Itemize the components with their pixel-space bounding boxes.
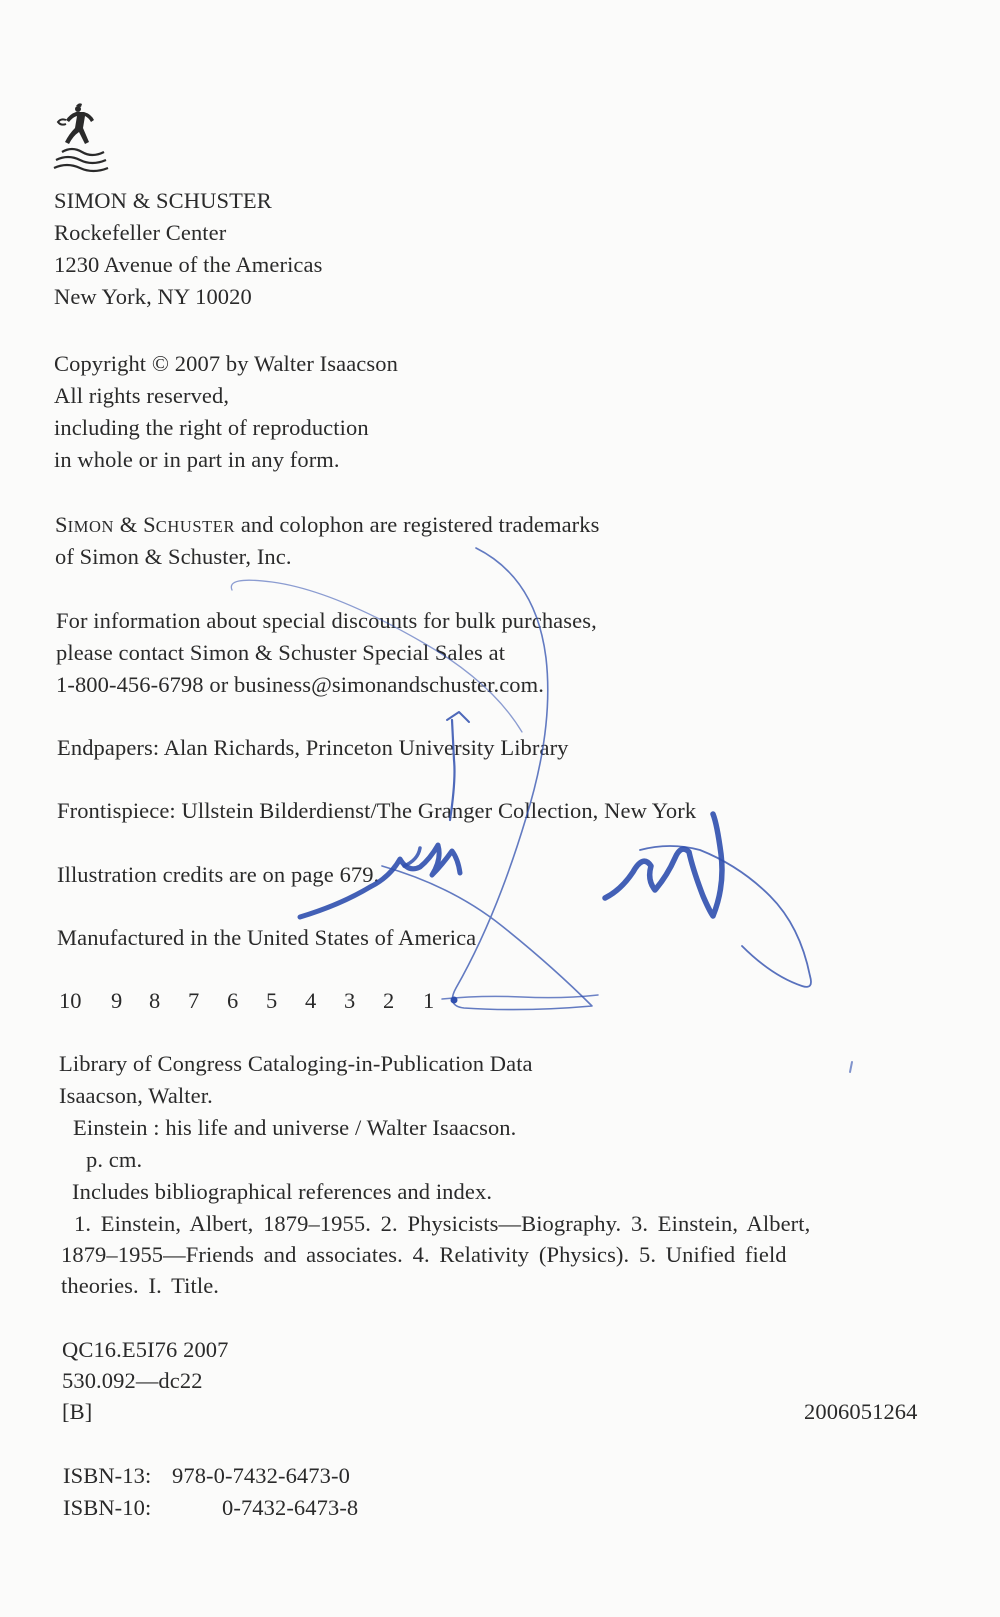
sales-line: please contact Simon & Schuster Special Sales at (56, 640, 506, 665)
address-line: New York, NY 10020 (54, 284, 252, 309)
printing-number: 1 (423, 988, 435, 1013)
cip-subjects-line: 1. Einstein, Albert, 1879–1955. 2. Physicists—Biography. 3. Einstein, Albert, (74, 1211, 811, 1236)
cip-header: Library of Congress Cataloging-in-Publication Data (59, 1051, 533, 1076)
trademark-smallcaps: S (55, 512, 68, 537)
printing-number: 10 (59, 988, 82, 1013)
printing-number: 4 (305, 988, 317, 1013)
copyright-line: in whole or in part in any form. (54, 447, 340, 472)
copyright-line: All rights reserved, (54, 383, 230, 408)
trademark-line: of Simon & Schuster, Inc. (55, 544, 292, 569)
manufactured-line: Manufactured in the United States of America (57, 925, 477, 950)
cip-title: Einstein : his life and universe / Walter Isaacson. (73, 1115, 517, 1140)
printing-number: 8 (149, 988, 161, 1013)
trademark-smallcaps: CHUSTER (155, 517, 236, 536)
isbn10-label: ISBN-10: (63, 1495, 152, 1520)
sales-line: For information about special discounts for bulk purchases, (56, 608, 597, 633)
address-line: Rockefeller Center (54, 220, 227, 245)
copyright-line: Copyright © 2007 by Walter Isaacson (54, 351, 398, 376)
printing-number: 6 (227, 988, 239, 1013)
sower-colophon-icon (52, 100, 110, 180)
cip-subjects-line: 1879–1955—Friends and associates. 4. Relativity (Physics). 5. Unified field (61, 1242, 787, 1267)
frontispiece-credit: Frontispiece: Ullstein Bilderdienst/The Granger Collection, New York (57, 798, 697, 823)
cip-subjects-line: theories. I. Title. (61, 1273, 220, 1298)
trademark-text: and colophon are registered trademarks (235, 512, 600, 537)
printing-number: 5 (266, 988, 278, 1013)
trademark-line (55, 512, 599, 540)
publisher-name: SIMON & SCHUSTER (54, 188, 272, 213)
isbn13-label: ISBN-13: (63, 1463, 152, 1488)
printing-number: 7 (188, 988, 200, 1013)
dewey-classification: 530.092—dc22 (62, 1368, 203, 1393)
printing-number: 2 (383, 988, 395, 1013)
lc-classification: QC16.E5I76 2007 (62, 1337, 229, 1362)
trademark-smallcaps: IMON (67, 517, 115, 536)
address-line: 1230 Avenue of the Americas (54, 252, 323, 277)
copyright-line: including the right of reproduction (54, 415, 369, 440)
trademark-smallcaps: & (114, 512, 144, 537)
sales-line: 1-800-456-6798 or business@simonandschuster.com. (56, 672, 544, 697)
cip-author: Isaacson, Walter. (59, 1083, 213, 1108)
trademark-smallcaps: S (143, 512, 156, 537)
endpapers-credit: Endpapers: Alan Richards, Princeton University Library (57, 735, 569, 760)
cip-includes: Includes bibliographical references and index. (72, 1179, 493, 1204)
illustration-credit: Illustration credits are on page 679. (57, 862, 380, 887)
isbn13-value: 978-0-7432-6473-0 (172, 1463, 350, 1488)
cip-bracket: [B] (62, 1399, 93, 1424)
printing-number: 9 (111, 988, 123, 1013)
isbn10-value: 0-7432-6473-8 (222, 1495, 359, 1520)
cip-pcm: p. cm. (86, 1147, 143, 1172)
lccn-number: 2006051264 (804, 1399, 918, 1424)
printing-number: 3 (344, 988, 356, 1013)
